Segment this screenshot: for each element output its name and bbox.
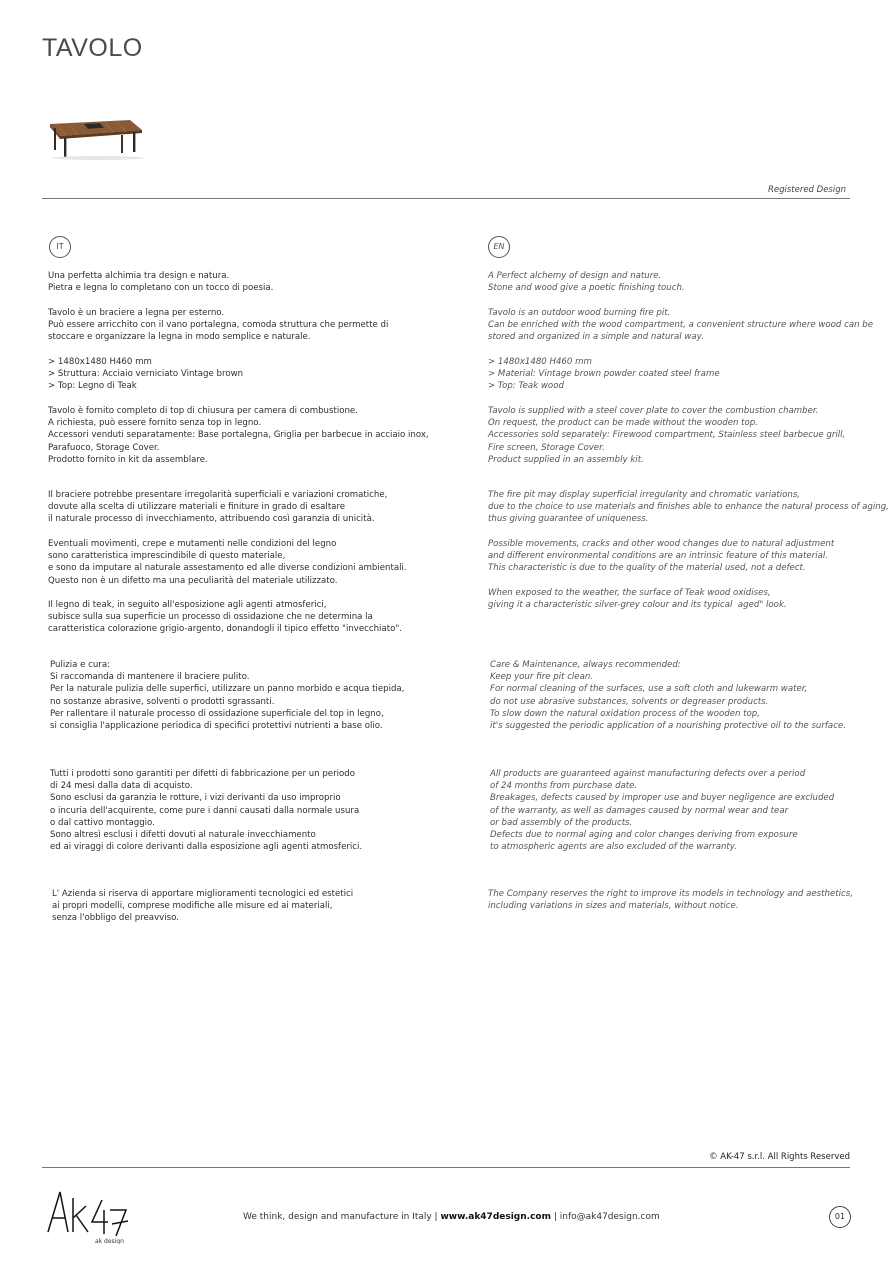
language-badge-en: EN: [488, 236, 510, 258]
en-paragraph: Tavolo is an outdoor wood burning fire pit. Can be enriched with the wood compartment, a convenient structure where wood can be stored and organized in a simple and natural way.: [488, 308, 874, 343]
en-paragraph: When exposed to the weather, the surface of Teak wood oxidises, giving it a characteristic silver-grey colour and its typical aged" look.: [488, 588, 787, 611]
en-care-paragraph: Care & Maintenance, always recommended: Keep your fire pit clean. For normal cleaning of the surfaces, use a soft cloth and lukewarm water, do not use abrasive substances, solvents or degreaser products. To slow down the natural oxidation process of the wooden top, it's suggested the periodic application of a nourishing protective oil to the surface.: [490, 660, 846, 732]
ak47-logo-icon: [46, 1188, 132, 1244]
footer-separator: |: [550, 1212, 560, 1222]
en-paragraph: A Perfect alchemy of design and nature. Stone and wood give a poetic finishing touch.: [488, 271, 685, 294]
en-paragraph: Possible movements, cracks and other wood changes due to natural adjustment and different environmental conditions are an intrinsic feature of this material. This characteristic is due to the quality of the material used, not a defect.: [488, 539, 835, 574]
it-paragraph: Il legno di teak, in seguito all'esposizione agli agenti atmosferici, subisce sulla sua superficie un processo di ossidazione che ne determina la caratteristica colorazione grigio-argento, donandogli il tipico effetto "invecchiato".: [48, 600, 403, 635]
it-paragraph: Eventuali movimenti, crepe e mutamenti nelle condizioni del legno sono caratteristica imprescindibile di questo materiale, e sono da imputare al naturale assestamento ed alle diverse condizioni ambientali. Questo non è un difetto ma una peculiarità del materiale utilizzato.: [48, 539, 407, 586]
it-paragraph: Il braciere potrebbe presentare irregolarità superficiali e variazioni cromatiche, dovute alla scelta di utilizzare materiali e finiture in grado di esaltare il naturale processo di invecchiamento, attribuendo così garanzia di unicità.: [48, 490, 388, 525]
it-care-paragraph: Pulizia e cura: Si raccomanda di mantenere il braciere pulito. Per la naturale pulizia delle superfici, utilizzare un panno morbido e acqua tiepida, no sostanze abrasive, solventi o prodotti sgrassanti. Per rallentare il naturale processo di ossidazione superficiale del top in legno, si consiglia l'applicazione periodica di specifici protettivi nutrienti a base olio.: [50, 660, 405, 732]
fire-pit-table-image: [44, 114, 144, 160]
email-link[interactable]: info@ak47design.com: [559, 1212, 660, 1222]
registered-design-label: Registered Design: [767, 185, 846, 195]
header-divider: [42, 198, 850, 199]
page-title: TAVOLO: [42, 34, 143, 62]
website-link[interactable]: www.ak47design.com: [440, 1212, 551, 1222]
page-number: 01: [829, 1206, 851, 1228]
it-paragraph: Una perfetta alchimia tra design e natura. Pietra e legna lo completano con un tocco di poesia.: [48, 271, 274, 294]
svg-text:ak design: ak design: [95, 1238, 124, 1244]
it-specs: > 1480x1480 H460 mm > Struttura: Acciaio verniciato Vintage brown > Top: Legno di Teak: [48, 357, 244, 392]
copyright-notice: © AK-47 s.r.l. All Rights Reserved: [709, 1152, 850, 1162]
en-specs: > 1480x1480 H460 mm > Material: Vintage brown powder coated steel frame > Top: Teak wood: [488, 357, 720, 392]
footer-contact: [243, 1212, 660, 1222]
en-company-paragraph: The Company reserves the right to improve its models in technology and aesthetics, including variations in sizes and materials, without notice.: [488, 889, 853, 912]
it-warranty-paragraph: Tutti i prodotti sono garantiti per difetti di fabbricazione per un periodo di 24 mesi dalla data di acquisto. Sono esclusi da garanzia le rotture, i vizi derivanti da uso improprio o incuria dell'acquirente, come pure i danni causati dalla normale usura o dal cattivo montaggio. Sono altresì esclusi i difetti dovuti al naturale invecchiamento ed ai viraggi di colore derivanti dalla esposizione agli agenti atmosferici.: [50, 769, 363, 853]
footer-divider: [42, 1167, 850, 1168]
language-badge-it: IT: [49, 236, 71, 258]
it-paragraph: Tavolo è un braciere a legna per esterno. Può essere arricchito con il vano portalegna, comoda struttura che permette di stoccare e organizzare la legna in modo semplice e naturale.: [48, 308, 389, 343]
en-warranty-paragraph: All products are guaranteed against manufacturing defects over a period of 24 months from purchase date. Breakages, defects caused by improper use and buyer negligence are excluded of the warranty, as well as damages caused by normal wear and tear or bad assembly of the products. Defects due to normal aging and color changes deriving from exposure to atmospheric agents are also excluded of the warranty.: [490, 769, 835, 853]
en-paragraph: Tavolo is supplied with a steel cover plate to cover the combustion chamber. On request, the product can be made without the wooden top. Accessories sold separately: Firewood compartment, Stainless steel barbecue grill, Fire screen, Storage Cover. Product supplied in an assembly kit.: [488, 406, 846, 465]
en-paragraph: The fire pit may display superficial irregularity and chromatic variations, due to the choice to use materials and finishes able to enhance the natural process of aging, thus giving guarantee of uniqueness.: [488, 490, 889, 525]
footer-tagline: We think, design and manufacture in Italy |: [243, 1212, 441, 1222]
it-paragraph: Tavolo è fornito completo di top di chiusura per camera di combustione. A richiesta, può essere fornito senza top in legno. Accessori venduti separatamente: Base portalegna, Griglia per barbecue in acciaio inox, Parafuoco, Storage Cover. Prodotto fornito in kit da assemblare.: [48, 406, 429, 465]
it-company-paragraph: L' Azienda si riserva di apportare miglioramenti tecnologici ed estetici ai propri modelli, comprese modifiche alle misure ed ai materiali, senza l'obbligo del preavviso.: [52, 889, 354, 924]
